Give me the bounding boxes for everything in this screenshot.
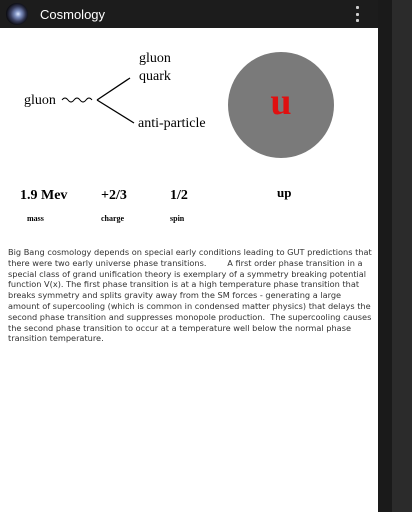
- feynman-diagram: [0, 28, 378, 238]
- label-quark: quark: [139, 69, 171, 84]
- device-edge-inner: [392, 0, 412, 512]
- label-gluon-out: gluon: [139, 51, 171, 66]
- quark-line: [97, 78, 130, 100]
- description-text: Big Bang cosmology depends on special early conditions leading to GUT predictions that there were two early universe phase transitions. A first order phase transition in a special class of grand unification theory is exemplary of a symmetry breaking potential function V(x). The first phase transition is at a high temperature phase transition that breaks symmetry and splits gravity away from the SM forces - generating a large amount of supercooling (which is common in condensed matter physics) that delays the second phase transition and suppresses monopole production. The supercooling causes the second phase transition to occur at a temperature well below the normal phase transition temperature.: [8, 247, 375, 344]
- property-charge-label: charge: [101, 214, 125, 223]
- app-title: Cosmology: [40, 6, 106, 22]
- overflow-menu-icon[interactable]: [352, 5, 362, 23]
- particle-symbol: u: [270, 81, 292, 123]
- property-spin-value: 1/2: [170, 188, 188, 203]
- property-mass-value: 1.9 Mev: [20, 188, 68, 203]
- galaxy-icon[interactable]: [6, 3, 28, 25]
- anti-particle-line: [97, 100, 134, 123]
- property-charge-value: +2/3: [101, 188, 127, 203]
- particle-name: up: [277, 185, 292, 200]
- property-spin-label: spin: [170, 214, 185, 223]
- label-gluon-in: gluon: [24, 93, 56, 108]
- label-anti-particle: anti-particle: [138, 116, 206, 131]
- gluon-wavy-line: [62, 98, 92, 102]
- particle-circle: [228, 52, 334, 158]
- action-bar: [0, 0, 378, 28]
- property-mass-label: mass: [27, 214, 44, 223]
